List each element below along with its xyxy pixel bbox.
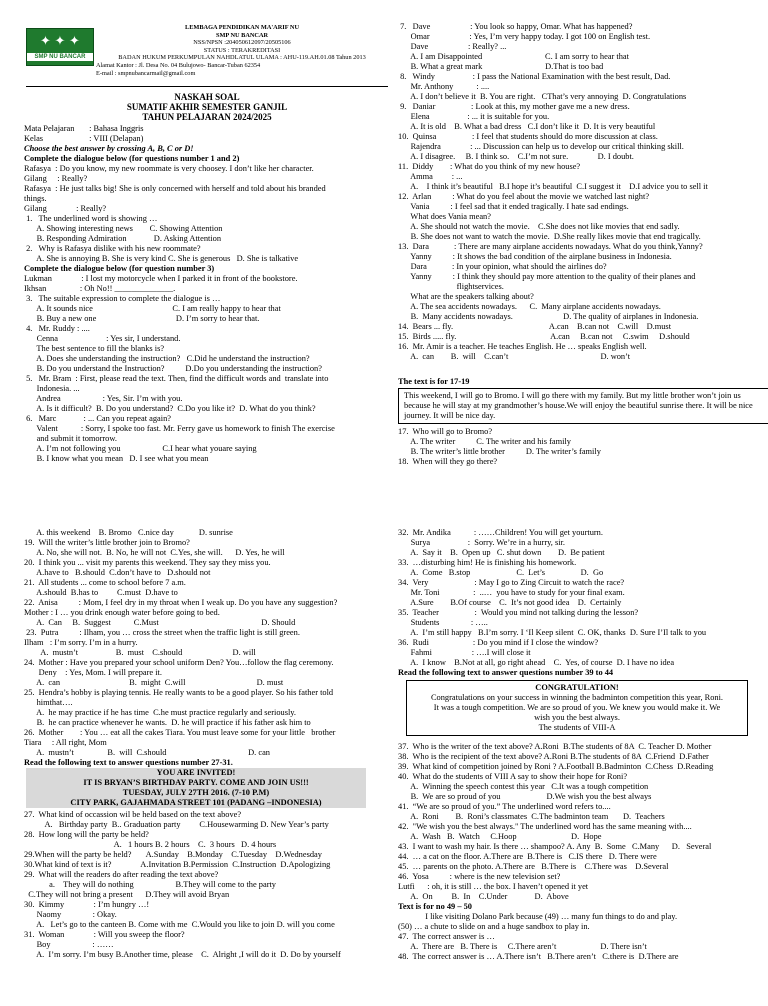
col1-line: B. Responding Admiration D. Asking Attention [24,234,222,243]
col2-line: 7. Dave : You look so happy, Omar. What has happened? [398,22,633,31]
col3b-line: A. Birthday party B.. Graduation party C.Housewarming D. New Year’s party [24,820,329,829]
col1-line: A. It sounds nice C. I am really happy to hear that [24,304,281,313]
col3-line: 24. Mother : Have you prepared your school uniform Den? You…follow the flag ceremony. [24,658,334,667]
col3-line: 22. Anisa : Mom, I feel dry in my throat when I weak up. Do you have any suggestion? [24,598,338,607]
invitation-line: IT IS BRYAN’S BIRTHDAY PARTY. COME AND JOIN US!!! [83,778,309,787]
letterhead-line: NSS/NPSN :204050612097/20505106 [193,39,291,47]
col1-line: Lukman : I lost my motorcycle when I parked it in front of the bookstore. [24,274,298,283]
col1-line: A. She is annoying B. She is very kind C. She is generous D. She is talkative [24,254,299,263]
col1-line: things. [24,194,47,203]
col2-line: 11. Diddy : What do you think of my new house? [398,162,581,171]
col3b-line: Naomy : Okay. [24,910,117,919]
letterhead-divider [26,86,388,87]
col4b-line: Text is for no 49 – 50 [398,902,472,911]
col3-line: 25. Hendra’s hobby is playing tennis. He really wants to be a good player. So his father told [24,688,334,697]
col1-line: 3. The suitable expression to complete the dialogue is … [24,294,221,303]
invitation-box [26,768,366,808]
col3b-line: a. They will do nothing B.They will come to the party [24,880,276,889]
col2-line: 16. Mr. Amir is a teacher. He teaches English. He … speaks English well. [398,342,647,351]
col4-line: Students : ….. [398,618,488,627]
col1-line: Cenna : Yes sir, I understand. [24,334,181,343]
col4-line: Surya : Sorry. We’re in a hurry, sir. [398,538,565,547]
exam-title [26,92,388,122]
col4-line: 35. Teacher : Would you mind not talking during the lesson? [398,608,639,617]
col2-line: A. I don’t believe it B. You are right. CThat’s very annoying D. Congratulations [398,92,687,101]
col1-line: and submit it tomorrow. [24,434,117,443]
col1-line: Kelas : VIII (Delapan) [24,134,144,143]
col3-line: B. he can practice whenever he wants. D. he will practice if his father ask him to [24,718,311,727]
col4b-line: (50) … a chute to slide on and a huge sandbox to play in. [398,922,590,931]
title-line: NASKAH SOAL [174,92,240,102]
col2-line: Vania : I feel sad that it ended tragically. I hate sad endings. [398,202,629,211]
col4b-line: 42. "We wish you the best always." The underlined word has the same meaning with.... [398,822,692,831]
col2-line: 9. Daniar : Look at this, my mother gave me a new dress. [398,102,630,111]
col4b-line: A. On B. In C.Under D. Above [398,892,569,901]
col2-line: What does Vania mean? [398,212,491,221]
col4-line: A. Come B.stop C. Let’s D. Go [398,568,604,577]
col3-line: A. this weekend B. Bromo C.nice day D. sunrise [24,528,233,537]
col4b-line: A. Winning the speech contest this year C.It was a tough competition [398,782,649,791]
invitation-line: YOU ARE INVITED! [156,768,236,777]
col3-line: A. mustn’t B. will C.should D. can [24,748,270,757]
col4b-line: 37. Who is the writer of the text above? A.Roni B.The students of 8A C. Teacher D. Mother [398,742,712,751]
col1-line: B. I know what you mean D. I see what you mean [24,454,209,463]
col3-line: himthat…. [24,698,73,707]
col4b-line: 45. … parents on the photo. A.There are B.There is C.There was D.Several [398,862,669,871]
reading-passage-box: This weekend, I will go to Bromo. I will go there with my family. But my little brother won’t join us because he will stay at my grandmother’s house.We will enjoy the beautiful sunrise there. It will be nice journey. It will be nice day. [398,388,768,424]
col3b-line: 30.What kind of text is it? A.Invitation B.Permission C.Instruction D.Apologizing [24,860,331,869]
logo-emblem-icon: ✦ ✦ ✦ [40,33,80,48]
congrats-line: CONGRATULATION! [535,683,619,692]
col2b-line: 18. When will they go there? [398,457,498,466]
col1-line: Andrea : Yes, Sir. I’m with you. [24,394,183,403]
col3-line: A.have to B.should C.don’t have to D.should not [24,568,211,577]
col1-line: The best sentence to fill the blanks is? [24,344,165,353]
col2-line: 12. Arlan : What do you feel about the movie we watched last night? [398,192,650,201]
column-bottom-left [24,528,396,768]
column-top-left [24,124,396,464]
col1-line: Gilang : Really? [24,204,107,213]
col1-line: 4. Mr. Ruddy : .... [24,324,90,333]
col4b-line: A. Roni B. Roni’s classmates C.The badminton team D. Teachers [398,812,665,821]
col1-line: B. Buy a new one D. I’m sorry to hear that. [24,314,260,323]
col3-line: 19. Will the writer’s little brother join to Bromo? [24,538,190,547]
letterhead-line: BADAN HUKUM PERKUMPULAN NAHDLATUL ULAMA : AHU-119.AH.01.08 Tahun 2013 [118,54,366,62]
col2-line: flightservices. [398,282,504,291]
col3b-line: A. 1 hours B. 2 hours C. 3 hours D. 4 hours [24,840,277,849]
col3b-line: 28. How long will the party be held? [24,830,149,839]
col3b-line: 27. What kind of occassion wil be held based on the text above? [24,810,242,819]
col1-line: A. Is it difficult? B. Do you understand? C.Do you like it? D. What do you think? [24,404,316,413]
col2-line: 14. Bears ... fly. A.can B.can not C.will D.must [398,322,672,331]
col2b-line: A. The writer C. The writer and his family [398,437,571,446]
col3-line: A. can B. might C.will D. must [24,678,284,687]
school-logo [26,28,94,66]
col3b-line: Boy : …… [24,940,114,949]
letterhead [96,24,388,77]
letterhead-line: E-mail : smpnubancarmail@gmail.com [96,69,196,77]
col1-line: A. Does she understanding the instruction? C.Did he understand the instruction? [24,354,310,363]
col1-line: Indonesia. ... [24,384,80,393]
col1-line: 5. Mr. Bram : First, please read the text. Then, find the difficult words and translate into [24,374,329,383]
invitation-line: TUESDAY, JULY 27TH 2016. (7-10 P.M) [122,788,270,797]
col4-line: A. Say it B. Open up C. shut down D. Be patient [398,548,605,557]
col3b-line: 30. Kimmy : I’m hungry …! [24,900,150,909]
col3-line: A. No, she will not. B. No, he will not C.Yes, she will. D. Yes, he will [24,548,285,557]
column-top-right [398,22,750,362]
col3-line: 21. All students ... come to school before 7 a.m. [24,578,186,587]
col3-line: 20. I think you ... visit my parents this weekend. They say they miss you. [24,558,271,567]
col2-line: B. What a great mark D.That is too bad [398,62,604,71]
col2-line: B. Many accidents nowadays. D. The quality of airplanes in Indonesia. [398,312,699,321]
col1-line: Rafasya : He just talks big! She is only concerned with herself and told about his branded [24,184,326,193]
col2-line: Elena : ... it is suitable for you. [398,112,550,121]
col2-line: A. I disagree. B. I think so. C.I’m not sure. D. I doubt. [398,152,634,161]
col4-line: Fahmi : ….I will close it [398,648,531,657]
col3b-line: 31. Woman : Will you sweep the floor? [24,930,185,939]
col1-line: Gilang : Really? [24,174,88,183]
col4b-line: 38. Who is the recipient of the text above? A.Roni B.The students of 8A C.Friend D.Father [398,752,709,761]
col4-line: 36. Rudi : Do you mind if I close the window? [398,638,599,647]
col1-line: 2. Why is Rafasya dislike with his new roommate? [24,244,201,253]
col3-line: 26. Mother : You … eat all the cakes Tiara. You must leave some for your little brother [24,728,336,737]
col2-line: A. It is old B. What a bad dress C.I don’t like it D. It is very beautiful [398,122,656,131]
col4b-line: 44. … a cat on the floor. A.There are B.There is C.IS there D. There were [398,852,657,861]
col3b-line: C.They will not bring a present D.They will avoid Bryan [24,890,230,899]
logo-text: SMP NU BANCAR [27,53,93,61]
congrats-line: wish you the best always. [534,713,620,722]
col3-line: A. Can B. Suggest C.Must D. Should [24,618,296,627]
col4b-line: 48. The correct answer is … A.There isn’t B.There aren’t C.there is D.There are [398,952,679,961]
col2-line: Yanny : It shows the bad condition of the airplane business in Indonesia. [398,252,672,261]
col3-line: A. he may practice if he has time C.he must practice regularly and seriously. [24,708,297,717]
col1-line: B. Do you understand the Instruction? D.Do you understanding the instruction? [24,364,322,373]
congratulation-box [406,680,748,736]
col2-line: B. She does not want to watch the movie. D.She really likes movie that end tragically. [398,232,701,241]
col4-line: A. I know B.Not at all, go right ahead C. Yes, of course D. I have no idea [398,658,675,667]
col3-line: A. mustn’t B. must C.should D. will [24,648,256,657]
congrats-line: Congratulations on your success in winning the badminton competition this year, Roni. [430,693,724,702]
col3-line: Mother : I … you drink enough water before going to bed. [24,608,220,617]
col2-line: 10. Quinsa : I feel that students should do more discussion at class. [398,132,658,141]
col2-line: A. She should not watch the movie. C.She does not like movies that end sadly. [398,222,680,231]
letterhead-line: STATUS : TERAKREDITASI [203,46,281,54]
col4-line: 32. Mr. Andika : ……Children! You will get yourturn. [398,528,603,537]
col4-line: 34. Very : May I go to Zing Circuit to watch the race? [398,578,625,587]
col1-line: Rafasya : Do you know, my new roommate is very choosey. I don’t like her character. [24,164,314,173]
col2-line: Omar : Yes, I’m very happy today. I got 100 on English test. [398,32,651,41]
col1-line: A. I’m not following you C.I hear what youare saying [24,444,257,453]
col3-line: Deny : Yes, Mom. I will prepare it. [24,668,162,677]
col2-line: Yanny : I think they should pay more attention to the quality of their planes and [398,272,696,281]
title-line: TAHUN PELAJARAN 2024/2025 [142,112,272,122]
col4-line: A.Sure B.Of course C. It’s not good idea D. Certainly [398,598,622,607]
col2-line: What are the speakers talking about? [398,292,534,301]
column-bottom-right [398,528,754,678]
congrats-line: It was a tough competition. We are so proud of you. We knew you would make it. We [433,703,721,712]
col4b-line: 46. Yosa : where is the new television set? [398,872,561,881]
col1-line: Valent : Sorry, I spoke too fast. Mr. Ferry gave us homework to finish The exercise [24,424,335,433]
col2-line: A. The sea accidents nowadays. C. Many airplane accidents nowadays. [398,302,661,311]
col1-line: Ikhsan : Oh No!! ______________. [24,284,176,293]
col1-line: 1. The underlined word is showing … [24,214,158,223]
title-line: SUMATIF AKHIR SEMESTER GANJIL [126,102,288,112]
col3-line: Ilham : I’m sorry. I’m in a hurry. [24,638,138,647]
col4-line: A. I’m still happy B.I’m sorry. I ‘Il Keep silent C. OK, thanks D. Sure I’Il talk to you [398,628,707,637]
col4b-line: 47. The correct answer is … [398,932,495,941]
col2-line: Rajendra : ... Discussion can help us to develop our critical thinking skill. [398,142,684,151]
letterhead-line: SMP NU BANCAR [215,31,269,39]
section-heading: The text is for 17-19 [398,377,470,386]
col2-line: 13. Dara : There are many airplane accidents nowadays. What do you think,Yanny? [398,242,703,251]
questions-37-48 [398,742,754,962]
col2b-line: 17. Who will go to Bromo? [398,427,493,436]
col3-line: Tiara : All right, Mom [24,738,107,747]
col4-line: 33. …disturbing him! He is finishing his homework. [398,558,577,567]
col4-line: Read the following text to answer questions number 39 to 44 [398,668,614,677]
col3b-line: A. I’m sorry. I’m busy B.Another time, please C. Alright ,I will do it D. Do by yourself [24,950,341,959]
col4-line: Mr. Toni : ..… you have to study for your final exam. [398,588,625,597]
col2-line: Dave : Really? ... [398,42,507,51]
col4b-line: Lutfi : oh, it is still … the box. I haven’t opened it yet [398,882,589,891]
col4b-line: A. There are B. There is C.There aren’t D. There isn’t [398,942,647,951]
col4b-line: 43. I want to wash my hair. Is there … shampoo? A. Any B. Some C.Many D. Several [398,842,712,851]
col2-line: A. I am Disappointed C. I am sorry to hear that [398,52,629,61]
congrats-line: The students of VIII-A [538,723,616,732]
col4b-line: 41. “We are so proud of you.” The underlined word refers to.... [398,802,611,811]
col2-line: Dara : In your opinion, what should the airlines do? [398,262,607,271]
questions-27-31 [24,810,396,960]
col2-line: A. can B. will C.can’t D. won’t [398,352,631,361]
col2-line: 15. Birds ..... fly. A.can B.can not C.swim D.should [398,332,690,341]
col4b-line: A. Wash B. Watch C.Hoop D. Hope [398,832,602,841]
col1-line: Mata Pelajaran : Bahasa Inggris [24,124,144,133]
col1-line: Complete the dialogue below (for question number 3) [24,264,215,273]
text-17-19-section [398,377,753,467]
col4b-line: 39. What kind of competition joined by Roni ? A.Football B.Badminton C.Chess D.Reading [398,762,714,771]
col1-line: 6. Marc : ... Can you repeat again? [24,414,171,423]
letterhead-line: Alamat Kantor : Jl. Desa No. 04 Bulujowo- Bancar-Tuban 62354 [96,61,261,69]
col3b-line: 29. What will the readers do after reading the text above? [24,870,219,879]
col2-line: 8. Windy : I pass the National Examination with the best result, Dad. [398,72,671,81]
col3b-line: 29.When will the party be held? A.Sunday B.Monday C.Tuesday D.Wednesday [24,850,322,859]
letterhead-line: LEMBAGA PENDIDIKAN MA'ARIF NU [185,24,299,31]
col2b-line: B. The writer’s little brother D. The writer’s family [398,447,601,456]
col2-line: Amma : ... [398,172,463,181]
col4b-line: I like visiting Dolano Park because (49) … many fun things to do and play. [398,912,678,921]
col2-line: Mr. Anthony : .... [398,82,490,91]
col1-line: Complete the dialogue below (for questions number 1 and 2) [24,154,240,163]
col1-line: Choose the best answer by crossing A, B, C or D! [24,144,194,153]
col1-line: A. Showing interesting news C. Showing Attention [24,224,223,233]
col4b-line: 40. What do the students of VIII A say to show their hope for Roni? [398,772,628,781]
col3b-line: A. Let’s go to the canteen B. Come with me C.Would you like to join D. will you come [24,920,335,929]
col3-line: A.should B.has to C.must D.have to [24,588,178,597]
col2-line: A. I think it’s beautiful B.I hope it’s beautiful C.I suggest it D.I advice you to sell it [398,182,708,191]
col3-line: 23. Putra : Ilham, you … cross the street when the traffic light is still green. [24,628,300,637]
invitation-line: CITY PARK, GAJAHMADA STREET 101 (PADANG –INDONESIA) [70,798,322,807]
col4b-line: B. We are so proud of you D.We wish you the best always [398,792,652,801]
questions-17-18 [398,427,750,467]
col3-line: Read the following text to answer questions number 27-31. [24,758,233,767]
